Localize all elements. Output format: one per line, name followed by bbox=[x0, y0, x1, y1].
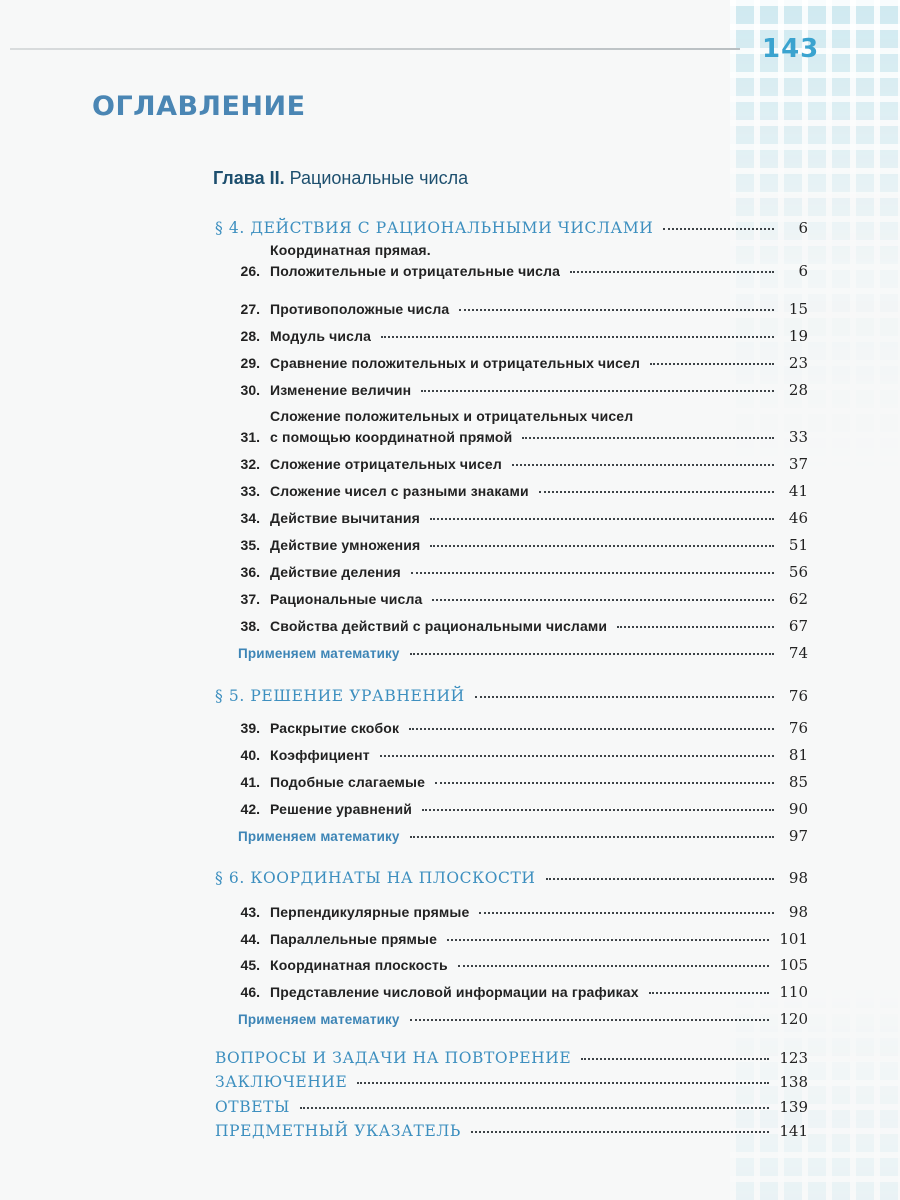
item-number: 30. bbox=[240, 382, 260, 398]
chapter-heading bbox=[213, 168, 468, 189]
page-ref: 46 bbox=[788, 509, 808, 527]
item-number: 40. bbox=[240, 747, 260, 763]
toc-item[interactable] bbox=[190, 617, 808, 635]
item-number: 29. bbox=[240, 355, 260, 371]
page-ref: 74 bbox=[788, 644, 808, 662]
toc-item-label: Противоположные числа bbox=[270, 301, 450, 317]
dot-leader bbox=[447, 939, 769, 941]
item-number: 43. bbox=[240, 904, 260, 920]
page-ref: 141 bbox=[779, 1122, 808, 1140]
toc-item-label: Действие умножения bbox=[270, 537, 421, 553]
dot-leader bbox=[581, 1058, 769, 1060]
toc-item-label: Действие вычитания bbox=[270, 510, 420, 526]
dot-leader bbox=[522, 437, 774, 439]
item-number: 32. bbox=[240, 456, 260, 472]
dot-leader bbox=[410, 653, 774, 655]
item-number: 27. bbox=[240, 301, 260, 317]
dot-leader bbox=[650, 363, 774, 365]
page-ref: 6 bbox=[798, 219, 808, 237]
toc-item-label: Решение уравнений bbox=[270, 801, 412, 817]
page-ref: 23 bbox=[788, 354, 808, 372]
toc-item[interactable] bbox=[190, 563, 808, 581]
toc-item[interactable] bbox=[190, 590, 808, 608]
back-matter-entry-label: ЗАКЛЮЧЕНИЕ bbox=[215, 1073, 348, 1091]
dot-leader bbox=[430, 518, 774, 520]
page-ref: 67 bbox=[788, 617, 808, 635]
section-entry-label: § 6. КООРДИНАТЫ НА ПЛОСКОСТИ bbox=[215, 869, 536, 887]
toc-item-label: с помощью координатной прямой bbox=[270, 429, 513, 445]
toc-item-label: Раскрытие скобок bbox=[270, 720, 400, 736]
item-number: 34. bbox=[240, 510, 260, 526]
apply-math-entry-label: Применяем математику bbox=[238, 829, 400, 844]
item-number: 44. bbox=[240, 931, 260, 947]
page-ref: 120 bbox=[779, 1010, 808, 1028]
toc-item[interactable] bbox=[190, 719, 808, 737]
item-number: 42. bbox=[240, 801, 260, 817]
section-entry[interactable] bbox=[215, 219, 808, 237]
dot-leader bbox=[546, 878, 774, 880]
toc-item[interactable] bbox=[190, 773, 808, 791]
page-ref: 33 bbox=[788, 428, 808, 446]
back-matter-entry[interactable] bbox=[215, 1049, 808, 1067]
dot-leader bbox=[570, 271, 774, 273]
dot-leader bbox=[421, 390, 774, 392]
page-ref: 97 bbox=[788, 827, 808, 845]
toc-item-label: Сравнение положительных и отрицательных чисел bbox=[270, 355, 640, 371]
dot-leader bbox=[471, 1131, 769, 1133]
dot-leader bbox=[430, 545, 774, 547]
toc-item-label: Изменение величин bbox=[270, 382, 412, 398]
dot-leader bbox=[479, 912, 774, 914]
page-ref: 123 bbox=[779, 1049, 808, 1067]
page-ref: 110 bbox=[779, 983, 808, 1001]
dot-leader bbox=[432, 599, 774, 601]
page-ref: 19 bbox=[788, 327, 808, 345]
toc-item-label: Свойства действий с рациональными числами bbox=[270, 618, 608, 634]
page-ref: 139 bbox=[779, 1098, 808, 1116]
page-ref: 85 bbox=[788, 773, 808, 791]
apply-math-entry[interactable] bbox=[238, 827, 808, 845]
apply-math-entry[interactable] bbox=[238, 1010, 808, 1028]
page-ref: 81 bbox=[788, 746, 808, 764]
toc-item-label: Рациональные числа bbox=[270, 591, 423, 607]
item-number: 46. bbox=[240, 984, 260, 1000]
back-matter-entry[interactable] bbox=[215, 1073, 808, 1091]
toc-item[interactable] bbox=[190, 262, 808, 280]
dot-leader bbox=[649, 992, 770, 994]
section-entry-label: § 5. РЕШЕНИЕ УРАВНЕНИЙ bbox=[215, 687, 465, 705]
back-matter-entry-label: ПРЕДМЕТНЫЙ УКАЗАТЕЛЬ bbox=[215, 1122, 461, 1140]
toc-item[interactable] bbox=[190, 956, 808, 974]
chapter-number: Глава II. bbox=[213, 168, 285, 188]
page-ref: 51 bbox=[788, 536, 808, 554]
section-entry[interactable] bbox=[215, 687, 808, 705]
dot-leader bbox=[357, 1082, 769, 1084]
toc-item-label: Подобные слагаемые bbox=[270, 774, 426, 790]
page-number: 143 bbox=[762, 34, 820, 64]
back-matter-entry-label: ВОПРОСЫ И ЗАДАЧИ НА ПОВТОРЕНИЕ bbox=[215, 1049, 572, 1067]
page-ref: 90 bbox=[788, 800, 808, 818]
toc-item[interactable] bbox=[190, 381, 808, 399]
section-entry-label: § 4. ДЕЙСТВИЯ С РАЦИОНАЛЬНЫМИ ЧИСЛАМИ bbox=[215, 219, 654, 237]
page-ref: 98 bbox=[788, 903, 808, 921]
toc-item-label: Положительные и отрицательные числа bbox=[270, 263, 561, 279]
back-matter-entry[interactable] bbox=[215, 1122, 808, 1140]
toc-item-label: Координатная плоскость bbox=[270, 957, 448, 973]
toc-item-label: Коэффициент bbox=[270, 747, 370, 763]
apply-math-entry-label: Применяем математику bbox=[238, 646, 400, 661]
dot-leader bbox=[380, 755, 774, 757]
page-ref: 41 bbox=[788, 482, 808, 500]
page-title: ОГЛАВЛЕНИЕ bbox=[92, 91, 306, 122]
toc-item[interactable] bbox=[190, 300, 808, 318]
apply-math-entry[interactable] bbox=[238, 644, 808, 662]
toc-item-label: Перпендикулярные прямые bbox=[270, 904, 470, 920]
dot-leader bbox=[663, 228, 774, 230]
toc-item[interactable] bbox=[190, 746, 808, 764]
dot-leader bbox=[617, 626, 774, 628]
toc-item[interactable] bbox=[190, 428, 808, 446]
item-number: 35. bbox=[240, 537, 260, 553]
section-entry[interactable] bbox=[215, 869, 808, 887]
item-number: 38. bbox=[240, 618, 260, 634]
toc-item-first-line: Координатная прямая. bbox=[270, 242, 431, 258]
page-ref: 76 bbox=[788, 687, 808, 705]
page-ref: 138 bbox=[779, 1073, 808, 1091]
page-ref: 76 bbox=[788, 719, 808, 737]
item-number: 41. bbox=[240, 774, 260, 790]
apply-math-entry-label: Применяем математику bbox=[238, 1012, 400, 1027]
dot-leader bbox=[422, 809, 774, 811]
item-number: 33. bbox=[240, 483, 260, 499]
dot-leader bbox=[381, 336, 774, 338]
dot-leader bbox=[300, 1107, 769, 1109]
page-ref: 98 bbox=[788, 869, 808, 887]
item-number: 37. bbox=[240, 591, 260, 607]
toc-item[interactable] bbox=[190, 327, 808, 345]
back-matter-entry[interactable] bbox=[215, 1098, 808, 1116]
page-ref: 62 bbox=[788, 590, 808, 608]
item-number: 31. bbox=[240, 429, 260, 445]
toc-item-label: Модуль числа bbox=[270, 328, 372, 344]
page-ref: 28 bbox=[788, 381, 808, 399]
toc-item-label: Сложение чисел с разными знаками bbox=[270, 483, 529, 499]
toc-item-label: Представление числовой информации на графиках bbox=[270, 984, 639, 1000]
dot-leader bbox=[410, 836, 774, 838]
toc-item-label: Действие деления bbox=[270, 564, 401, 580]
toc-item[interactable] bbox=[190, 983, 808, 1001]
back-matter-entry-label: ОТВЕТЫ bbox=[215, 1098, 290, 1116]
toc-item[interactable] bbox=[190, 903, 808, 921]
toc-item[interactable] bbox=[190, 800, 808, 818]
item-number: 28. bbox=[240, 328, 260, 344]
header-rule bbox=[10, 48, 740, 50]
toc-item[interactable] bbox=[190, 930, 808, 948]
item-number: 36. bbox=[240, 564, 260, 580]
toc-item[interactable] bbox=[190, 536, 808, 554]
dot-leader bbox=[539, 491, 774, 493]
chapter-title: Рациональные числа bbox=[289, 168, 469, 188]
page-ref: 6 bbox=[798, 262, 808, 280]
page-ref: 37 bbox=[788, 455, 808, 473]
dot-leader bbox=[411, 572, 774, 574]
page-ref: 56 bbox=[788, 563, 808, 581]
dot-leader bbox=[458, 965, 770, 967]
dot-leader bbox=[459, 309, 774, 311]
toc-item-label: Сложение отрицательных чисел bbox=[270, 456, 502, 472]
toc-item[interactable] bbox=[190, 509, 808, 527]
item-number: 39. bbox=[240, 720, 260, 736]
dot-leader bbox=[435, 782, 774, 784]
page-ref: 101 bbox=[779, 930, 808, 948]
toc-item[interactable] bbox=[190, 455, 808, 473]
dot-leader bbox=[475, 696, 774, 698]
dot-leader bbox=[410, 1019, 770, 1021]
page-ref: 105 bbox=[779, 956, 808, 974]
item-number: 45. bbox=[240, 957, 260, 973]
page-ref: 15 bbox=[788, 300, 808, 318]
toc-item-label: Параллельные прямые bbox=[270, 931, 438, 947]
dot-leader bbox=[409, 728, 774, 730]
toc-item[interactable] bbox=[190, 354, 808, 372]
toc-item[interactable] bbox=[190, 482, 808, 500]
toc-item-first-line: Сложение положительных и отрицательных чисел bbox=[270, 408, 634, 424]
dot-leader bbox=[512, 464, 774, 466]
item-number: 26. bbox=[240, 263, 260, 279]
